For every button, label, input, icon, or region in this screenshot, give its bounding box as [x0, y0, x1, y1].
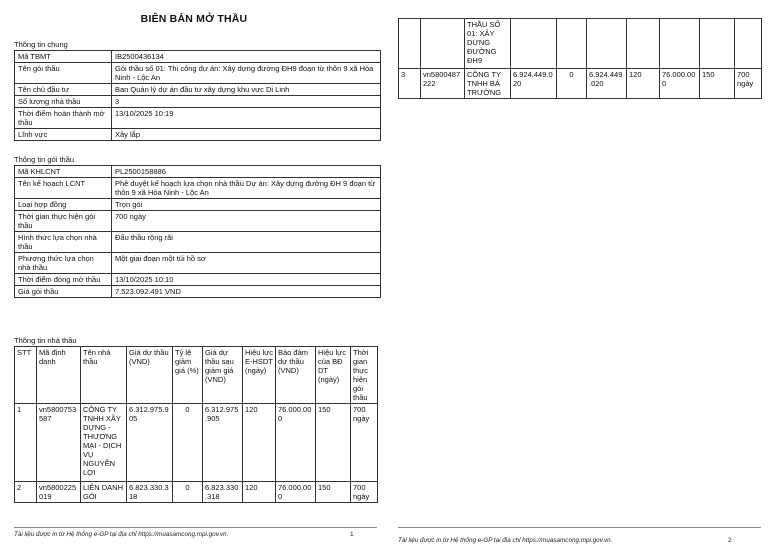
table-row — [15, 84, 381, 96]
table-cell: 700 ngày — [735, 69, 762, 99]
bidder-table-continued — [398, 18, 762, 99]
footer-text: Tài liệu được in từ Hệ thống e-GP tại địa chỉ https://muasamcong.mpi.gov.vn. — [398, 537, 613, 544]
field-label: Hình thức lựa chọn nhà thầu — [15, 232, 112, 253]
table-cell — [735, 19, 762, 69]
table-cell: vn5800225019 — [37, 482, 81, 503]
table-row — [15, 286, 381, 298]
column-header: Giá dự thầu (VND) — [127, 347, 173, 404]
table-cell — [421, 19, 465, 69]
table-row — [15, 404, 378, 482]
field-label: Mã TBMT — [15, 51, 112, 63]
field-value: 3 — [112, 96, 381, 108]
table-cell: 6.312.975.905 — [127, 404, 173, 482]
footer-divider — [14, 527, 377, 528]
table-cell: 120 — [243, 482, 276, 503]
table-cell — [660, 19, 700, 69]
field-label: Lĩnh vực — [15, 129, 112, 141]
table-cell: THẦU SỐ 01: XÂY DỰNG ĐƯỜNG ĐH9 — [465, 19, 511, 69]
table-cell: 150 — [316, 404, 351, 482]
field-value: 13/10/2025 10:10 — [112, 274, 381, 286]
package-info-heading: Thông tin gói thầu — [14, 155, 75, 164]
table-cell: 3 — [399, 69, 421, 99]
table-cell — [700, 19, 735, 69]
column-header: Hiệu lực E-HSDT (ngày) — [243, 347, 276, 404]
table-row — [15, 51, 381, 63]
field-value: Trọn gói — [112, 199, 381, 211]
field-value: 700 ngày — [112, 211, 381, 232]
table-cell: 700 ngày — [351, 482, 378, 503]
table-cell — [587, 19, 627, 69]
field-label: Số lượng nhà thầu — [15, 96, 112, 108]
field-value: IB2500436134 — [112, 51, 381, 63]
page-number: 2 — [728, 537, 732, 544]
table-cell: 0 — [173, 404, 203, 482]
column-header: Mã định danh — [37, 347, 81, 404]
table-row — [15, 63, 381, 84]
bidder-info-heading: Thông tin nhà thầu — [14, 336, 77, 345]
table-row — [15, 178, 381, 199]
table-cell: 6.823.330.318 — [127, 482, 173, 503]
table-row — [15, 199, 381, 211]
table-cell: 76.000.000 — [276, 482, 316, 503]
general-info-table — [14, 50, 381, 141]
table-cell: vn5800753587 — [37, 404, 81, 482]
table-cell: CÔNG TY TNHH BÁ TRƯỜNG — [465, 69, 511, 99]
table-row — [15, 253, 381, 274]
column-header: STT — [15, 347, 37, 404]
column-header: Thời gian thực hiện gói thầu — [351, 347, 378, 404]
document-title: BIÊN BẢN MỞ THẦU — [140, 13, 248, 25]
field-value: Một giai đoạn một túi hồ sơ — [112, 253, 381, 274]
table-cell: 0 — [173, 482, 203, 503]
column-header: Tỷ lệ giảm giá (%) — [173, 347, 203, 404]
table-row — [15, 232, 381, 253]
field-label: Thời gian thực hiện gói thầu — [15, 211, 112, 232]
table-row — [15, 166, 381, 178]
table-cell: 6.823.330.318 — [203, 482, 243, 503]
table-cell: 6.924.449.020 — [587, 69, 627, 99]
field-value: 7.523.092.491 VND — [112, 286, 381, 298]
table-cell: 6.924.449.020 — [511, 69, 557, 99]
table-cell — [399, 19, 421, 69]
field-value: Xây lắp — [112, 129, 381, 141]
table-cell: 2 — [15, 482, 37, 503]
package-info-table — [14, 165, 381, 298]
field-label: Giá gói thầu — [15, 286, 112, 298]
table-cell — [511, 19, 557, 69]
table-row — [399, 69, 762, 99]
table-cell: 120 — [627, 69, 660, 99]
table-cell: 0 — [557, 69, 587, 99]
field-label: Loại hợp đồng — [15, 199, 112, 211]
column-header: Tên nhà thầu — [81, 347, 127, 404]
table-row — [15, 482, 378, 503]
footer-divider — [398, 527, 761, 528]
table-row — [15, 211, 381, 232]
table-row — [399, 19, 762, 69]
table-cell: 76.000.000 — [660, 69, 700, 99]
field-value: Phê duyệt kế hoạch lựa chọn nhà thầu Dự án: Xây dựng đường ĐH 9 đoạn từ thôn 9 xã Hòa Ninh - Lộc An — [112, 178, 381, 199]
table-cell: 700 ngày — [351, 404, 378, 482]
table-cell — [557, 19, 587, 69]
field-label: Phương thức lựa chọn nhà thầu — [15, 253, 112, 274]
table-cell: 150 — [700, 69, 735, 99]
table-cell: 6.312.975.905 — [203, 404, 243, 482]
page-number: 1 — [350, 531, 354, 538]
field-value: Gói thầu số 01: Thi công dự án: Xây dựng đường ĐH9 đoạn từ thôn 9 xã Hòa Ninh - Lộc An — [112, 63, 381, 84]
column-header: Bảo đảm dự thầu (VND) — [276, 347, 316, 404]
table-cell — [627, 19, 660, 69]
bidder-table — [14, 346, 378, 503]
table-row — [15, 274, 381, 286]
field-value: Ban Quản lý dự án đầu tư xây dựng khu vực Di Linh — [112, 84, 381, 96]
table-cell: 150 — [316, 482, 351, 503]
table-row — [15, 96, 381, 108]
table-cell: CÔNG TY TNHH XÂY DỰNG - THƯƠNG MẠI - DỊCH VỤ NGUYỄN LỢI — [81, 404, 127, 482]
field-label: Thời điểm hoàn thành mở thầu — [15, 108, 112, 129]
column-header: Hiệu lực của BĐ DT (ngày) — [316, 347, 351, 404]
table-cell: 76.000.000 — [276, 404, 316, 482]
table-row — [15, 129, 381, 141]
page-2 — [390, 0, 774, 555]
column-header: Giá dự thầu sau giảm giá (VND) — [203, 347, 243, 404]
field-label: Thời điểm đóng mở thầu — [15, 274, 112, 286]
field-label: Tên kế hoạch LCNT — [15, 178, 112, 199]
table-cell: LIÊN DANH GÓI — [81, 482, 127, 503]
field-label: Tên chủ đầu tư — [15, 84, 112, 96]
table-header-row — [15, 347, 378, 404]
table-cell: vn5800487222 — [421, 69, 465, 99]
general-info-heading: Thông tin chung — [14, 40, 68, 49]
field-value: PL2500158886 — [112, 166, 381, 178]
table-cell: 1 — [15, 404, 37, 482]
field-label: Tên gói thầu — [15, 63, 112, 84]
field-value: Đấu thầu rộng rãi — [112, 232, 381, 253]
footer-text: Tài liệu được in từ Hệ thống e-GP tại địa chỉ https://muasamcong.mpi.gov.vn. — [14, 531, 229, 538]
field-value: 13/10/2025 10:19 — [112, 108, 381, 129]
table-row — [15, 108, 381, 129]
field-label: Mã KHLCNT — [15, 166, 112, 178]
table-cell: 120 — [243, 404, 276, 482]
